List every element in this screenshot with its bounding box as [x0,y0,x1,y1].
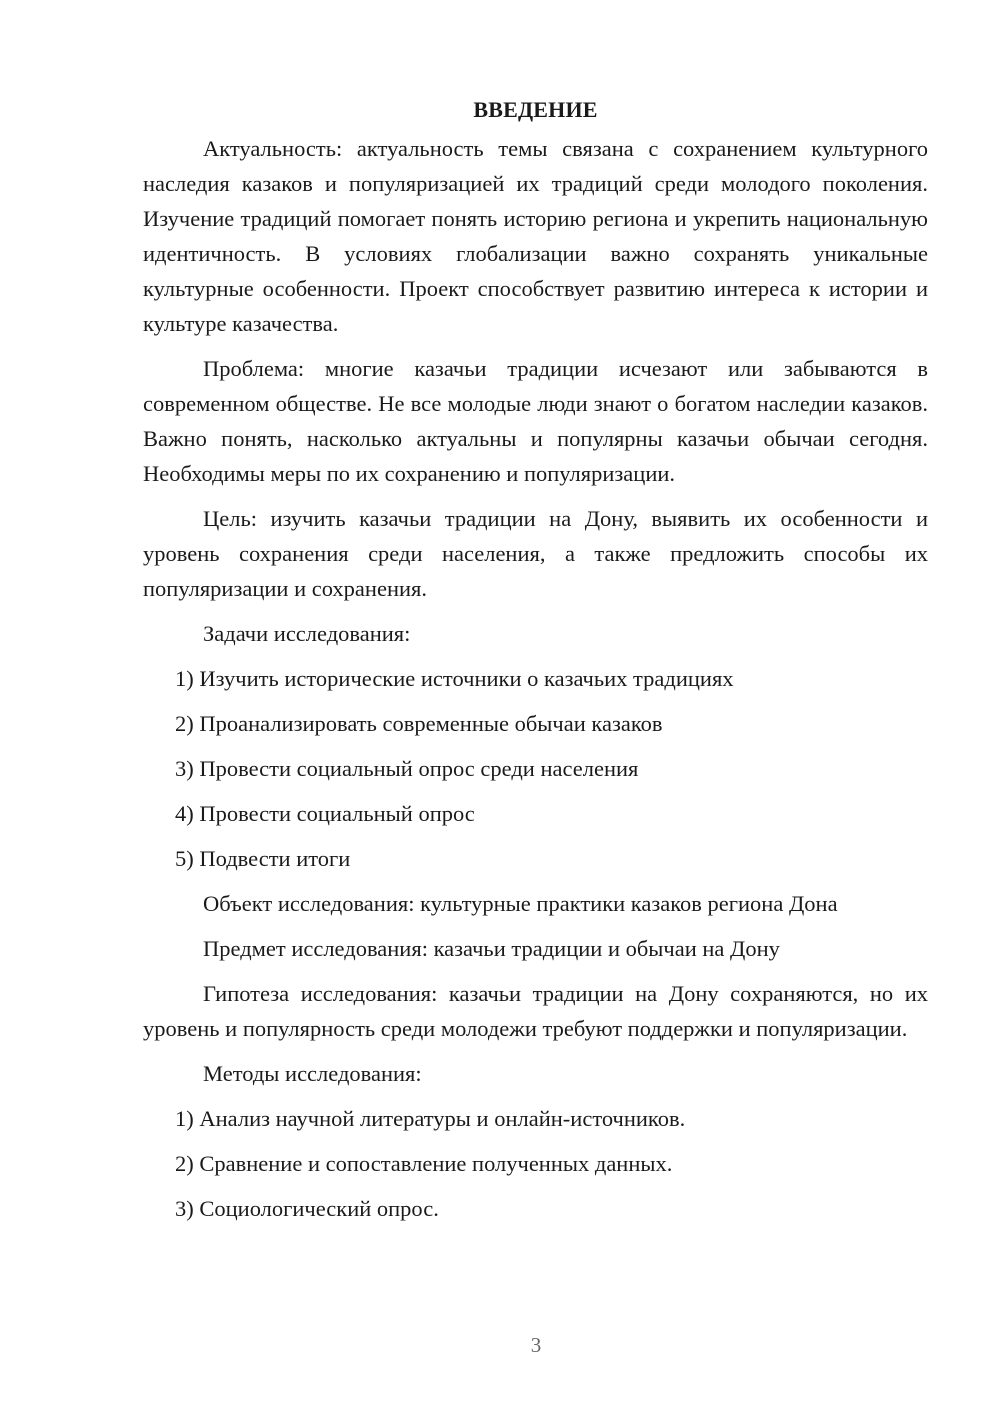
list-item: 2) Проанализировать современные обычаи казаков [175,711,663,736]
hypothesis-paragraph: Гипотеза исследования: казачьи традиции на Дону сохраняются, но их уровень и популярность среди молодежи требуют поддержки и популяризации. [143,981,928,1041]
list-item: 3) Социологический опрос. [175,1196,439,1221]
relevance-paragraph: Актуальность: актуальность темы связана с сохранением культурного наследия казаков и популяризацией их традиций среди молодого поколения. Изучение традиций помогает понять историю региона и укрепить национальную идентичность. В условиях глобализации важно сохранять уникальные культурные особенности. Проект способствует развитию интереса к истории и культуре казачества. [143,136,928,336]
list-item: 1) Изучить исторические источники о казачьих традициях [175,666,734,691]
methods-list [143,1101,928,1226]
object-paragraph: Объект исследования: культурные практики казаков региона Дона [203,891,838,916]
list-item: 4) Провести социальный опрос [175,801,475,826]
problem-paragraph: Проблема: многие казачьи традиции исчезают или забываются в современном обществе. Не все молодые люди знают о богатом наследии казаков. Важно понять, насколько актуальны и популярны казачьи обычаи сегодня. Необходимы меры по их сохранению и популяризации. [143,356,928,486]
subject-paragraph: Предмет исследования: казачьи традиции и обычаи на Дону [203,936,780,961]
section-title: ВВЕДЕНИЕ [473,97,598,122]
list-item: 2) Сравнение и сопоставление полученных данных. [175,1151,673,1176]
list-item: 5) Подвести итоги [175,846,351,871]
goal-paragraph: Цель: изучить казачьи традиции на Дону, выявить их особенности и уровень сохранения среди населения, а также предложить способы их популяризации и сохранения. [143,506,928,601]
document-page [143,92,928,1236]
list-item: 1) Анализ научной литературы и онлайн-источников. [175,1106,686,1131]
list-item: 3) Провести социальный опрос среди населения [175,756,639,781]
tasks-heading: Задачи исследования: [203,621,411,646]
tasks-list [143,661,928,876]
methods-heading: Методы исследования: [203,1061,422,1086]
page-number: 3 [530,1333,542,1357]
